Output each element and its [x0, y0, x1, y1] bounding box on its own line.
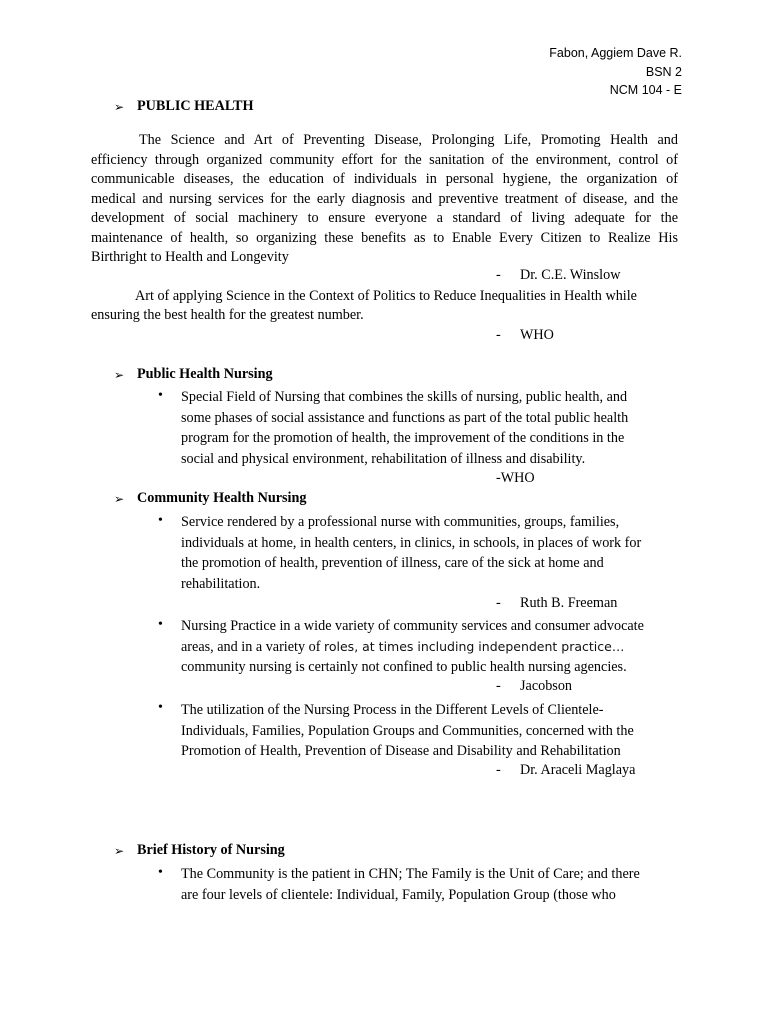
- attribution-who: WHO: [520, 327, 554, 343]
- bullet-icon: •: [158, 513, 163, 528]
- section-heading-public-health-nursing: Public Health Nursing: [137, 366, 273, 382]
- section-heading-public-health: PUBLIC HEALTH: [137, 98, 254, 114]
- attribution-dash: -: [496, 595, 501, 611]
- bullet-line: The utilization of the Nursing Process in the Different Levels of Clientele-: [181, 702, 604, 718]
- paragraph-line: Birthright to Health and Longevity: [91, 249, 289, 265]
- bullet-line: Service rendered by a professional nurse with communities, groups, families,: [181, 514, 620, 530]
- bullet-line: Special Field of Nursing that combines the skills of nursing, public health, and: [181, 389, 628, 405]
- attribution-dash: -: [496, 762, 501, 778]
- attribution-dash: -: [496, 267, 501, 283]
- brief-history-item: [181, 864, 681, 905]
- section-heading-community-health-nursing: Community Health Nursing: [137, 490, 307, 506]
- arrow-bullet-icon: ➢: [114, 492, 125, 506]
- arrow-bullet-icon: ➢: [114, 100, 125, 114]
- attribution-maglaya: Dr. Araceli Maglaya: [520, 762, 636, 778]
- paragraph-line: development of social machinery to ensure everyone a standard of living adequate for the: [91, 210, 678, 226]
- author-name: Fabon, Aggiem Dave R.: [549, 46, 682, 60]
- paragraph-line: The Science and Art of Preventing Disease, Prolonging Life, Promoting Health and: [139, 132, 678, 148]
- bullet-icon: •: [158, 865, 163, 880]
- subject-code: NCM 104 - E: [609, 83, 682, 97]
- course-label: BSN 2: [645, 64, 682, 79]
- arrow-bullet-icon: ➢: [114, 368, 125, 382]
- bullet-line: social and physical environment, rehabilitation of illness and disability.: [181, 450, 586, 467]
- chn-definition-jacobson: [181, 616, 681, 678]
- attribution-winslow: Dr. C.E. Winslow: [520, 267, 621, 283]
- bullet-icon: •: [158, 617, 163, 632]
- bullet-line: rehabilitation.: [181, 575, 261, 592]
- attribution-freeman: Ruth B. Freeman: [520, 595, 618, 611]
- paragraph-line: Art of applying Science in the Context of Politics to Reduce Inequalities in Health while: [135, 288, 637, 304]
- bullet-icon: •: [158, 700, 163, 715]
- bullet-line-end: roles, at times including independent practice…: [324, 638, 625, 654]
- paragraph-line: maintenance of health, so organizing these benefits as to Enable Every Citizen to Realize His: [91, 229, 678, 246]
- bullet-line: Nursing Practice in a wide variety of community services and consumer advocate: [181, 618, 644, 634]
- paragraph-line: medical and nursing services for the early diagnosis and preventive treatment of disease, and the: [91, 190, 678, 207]
- bullet-line: program for the promotion of health, the improvement of the conditions in the: [181, 430, 625, 446]
- bullet-line: are four levels of clientele: Individual, Family, Population Group (those who: [181, 886, 616, 903]
- chn-definition-freeman: [181, 512, 681, 594]
- arrow-bullet-icon: ➢: [114, 844, 125, 858]
- bullet-line: [181, 637, 681, 658]
- attribution-jacobson: Jacobson: [520, 678, 573, 694]
- phn-definition: [181, 387, 681, 469]
- paragraph-line: communicable diseases, the education of individuals in personal hygiene, the organization of: [91, 171, 678, 187]
- chn-definition-maglaya: [181, 700, 681, 762]
- bullet-line: some phases of social assistance and functions as part of the total public health: [181, 409, 629, 426]
- bullet-icon: •: [158, 388, 163, 403]
- paragraph-line: efficiency through organized community effort for the sanitation of the environment, control of: [91, 151, 678, 168]
- bullet-line: Promotion of Health, Prevention of Disease and Disability and Rehabilitation: [181, 743, 621, 759]
- bullet-line: individuals at home, in health centers, in clinics, in schools, in places of work for: [181, 534, 642, 551]
- bullet-line-start: areas, and in a variety of: [181, 638, 324, 655]
- public-health-definition: [91, 131, 678, 268]
- bullet-line: community nursing is certainly not confined to public health nursing agencies.: [181, 659, 627, 675]
- attribution-dash: -: [496, 678, 501, 694]
- attribution-dash: -: [496, 327, 501, 343]
- bullet-line: the promotion of health, prevention of illness, care of the sick at home and: [181, 555, 604, 571]
- bullet-line: The Community is the patient in CHN; The Family is the Unit of Care; and there: [181, 866, 640, 882]
- author-header: [549, 44, 682, 100]
- section-heading-brief-history: Brief History of Nursing: [137, 842, 285, 858]
- bullet-line: Individuals, Families, Population Groups and Communities, concerned with the: [181, 722, 634, 739]
- paragraph-line: ensuring the best health for the greatest number.: [91, 307, 364, 323]
- attribution-who: -WHO: [496, 470, 535, 486]
